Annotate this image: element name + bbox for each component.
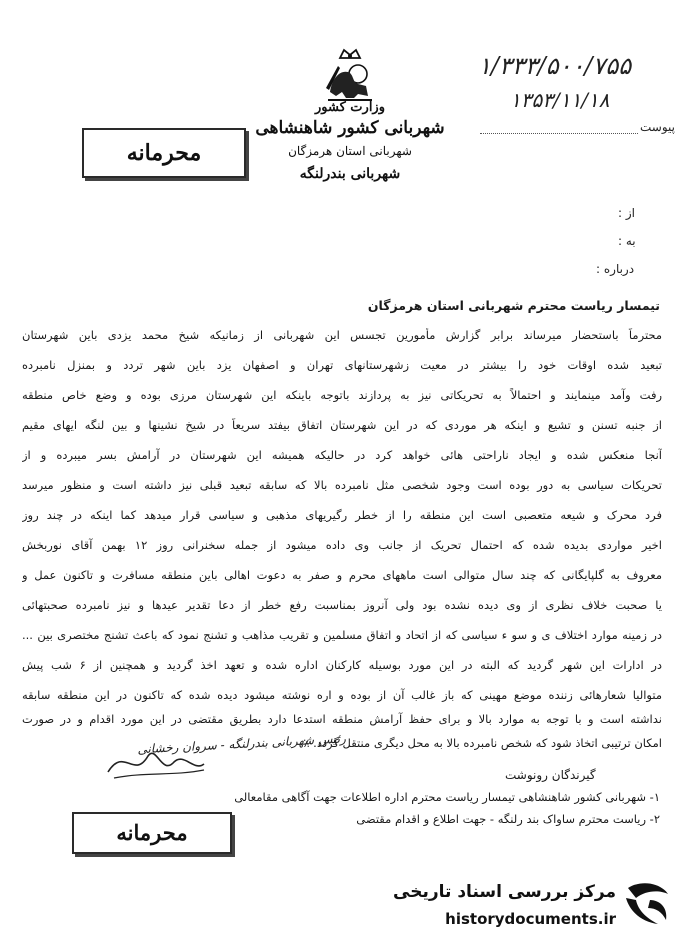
ministry-heading: وزارت کشور [315,100,385,115]
confidential-stamp-top: محرمانه [82,128,246,178]
recipients-title: گیرندگان رونوشت [505,768,596,782]
from-label: از : [618,206,635,220]
letter-line: در زمینه موارد اختلاف ی و سو ء سیاسی که از اتحاد و اتفاق مسلمین و تقریب مذاهب و تشنج نمود که باعث تشنج مختصری بین ... [22,628,662,642]
archive-watermark [393,878,676,938]
letter-line: معروف به گلپایگانی که چند سال متوالی است ماههای محرم و صفر به دعوت اهالی باین منطقه مسافرت و تاکنون عمل و [22,568,662,582]
archive-logo-icon [620,878,674,932]
letter-line: فرد محرک و شیعه متعصبی است این منطقه را از خطر رگیریهای مذهبی و سیاسی قرار میدهد کما اینکه در چند روز [22,508,662,522]
lion-and-sun-emblem-icon [318,48,382,104]
watermark-url: historydocuments.ir [445,910,616,928]
attachment-dotted-line [480,133,638,134]
letter-line: نداشته است و با توجه به موارد بالا و برای حفظ آرامش منطقه استدعا دارد بطریق مقتضی در این مورد اقدام و در صورت [22,712,662,726]
attachment-label: پیوست [640,120,675,134]
letter-line: رفت وآمد مینمایند و احتمالاً به تحریکاتی نیز به پردازند باتوجه باینکه این شهرستان مرزی بوده و وضع خاص منطقه [22,388,662,402]
recipient-item: ۱- شهربانی کشور شاهنشاهی تیمسار ریاست محترم اداره اطلاعات جهت آگاهی مقامعالی [234,790,660,804]
watermark-title: مرکز بررسی اسناد تاریخی [393,882,616,902]
letter-line: امکان ترتیبی اتخاذ شود که شخص نامبرده بالا به محل دیگری منتقل گردد. ٪ [303,736,662,750]
letter-line: متوالیا شعارهائی زننده موضع مهینی که باز غالب آن از بوده و اره نوشته میشود دیده شده که تاکنون در این منطقه سابقه [22,688,662,702]
to-label: به : [618,234,636,248]
letter-line: محترماً باستحضار میرساند برابر گزارش مأمورین تجسس این شهربانی از زمانیکه شیخ محمد یزدی باین شهرستان [22,328,662,342]
reference-number: ۱/۳۳۳/۵۰۰/۷۵۵ [478,52,632,80]
signature-text: رئیس شهربانی بندرلنگه - سروان رخشانی [137,731,347,757]
reference-date: ۱۳۵۳/۱۱/۱۸ [510,88,610,112]
letter-line: از جنبه تسنن و تشیع و اینکه هر موردی که در این شهرستان اتفاق بیفتد سریعاً در شیخ نشینها و بین لنگه ایهای مقیم [22,418,662,432]
letter-line: تحریکات سیاسی به دور بوده است وجود شخصی مثل نامبرده بالا که سابقه تبعید قبلی نیز داشته است و منظور میرسد [22,478,662,492]
police-heading: شهربانی کشور شاهنشاهی [255,118,445,138]
province-heading: شهربانی استان هرمزگان [288,144,412,158]
letter-salutation: تیمسار ریاست محترم شهربانی استان هرمزگان [367,298,660,313]
letter-line: تبعید شده اوقات خود را بیشتر در معیت زشهرستانهای تهران و اصفهان یزد باین شهر تردد و بمنزل نامبرده [22,358,662,372]
confidential-stamp-bottom: محرمانه [72,812,232,854]
letter-line: در ادارات این شهر گردید که البته در این مورد بوسیله کارکنان اداره شده و تعهد اخذ گردید و همچنین از ۶ شب پیش [22,658,662,672]
city-heading: شهربانی بندرلنگه [299,166,401,182]
letter-line: اخیر مواردی بدیده شده که احتمال تحریک از جانب وی داده میشود از جمله سخنرانی روز ۱۲ بهمن آقای نوربخش [22,538,662,552]
subject-label: درباره : [596,262,635,276]
recipient-item: ۲- ریاست محترم ساواک بند رلنگه - جهت اطلاع و اقدام مقتضی [356,812,660,826]
letter-line: یا صحبت خلاف نظری از وی دیده نشده بود ولی آنروز بمناسبت رفع خطر از دعا تقدیر عیدها و نیز نامبرده صحبتهائی [22,598,662,612]
letter-line: آنجا منعکس شده و ایجاد ناراحتی هائی خواهد کرد در حالیکه همیشه این شهرستان در آرامش بسر میبرده و از [22,448,662,462]
